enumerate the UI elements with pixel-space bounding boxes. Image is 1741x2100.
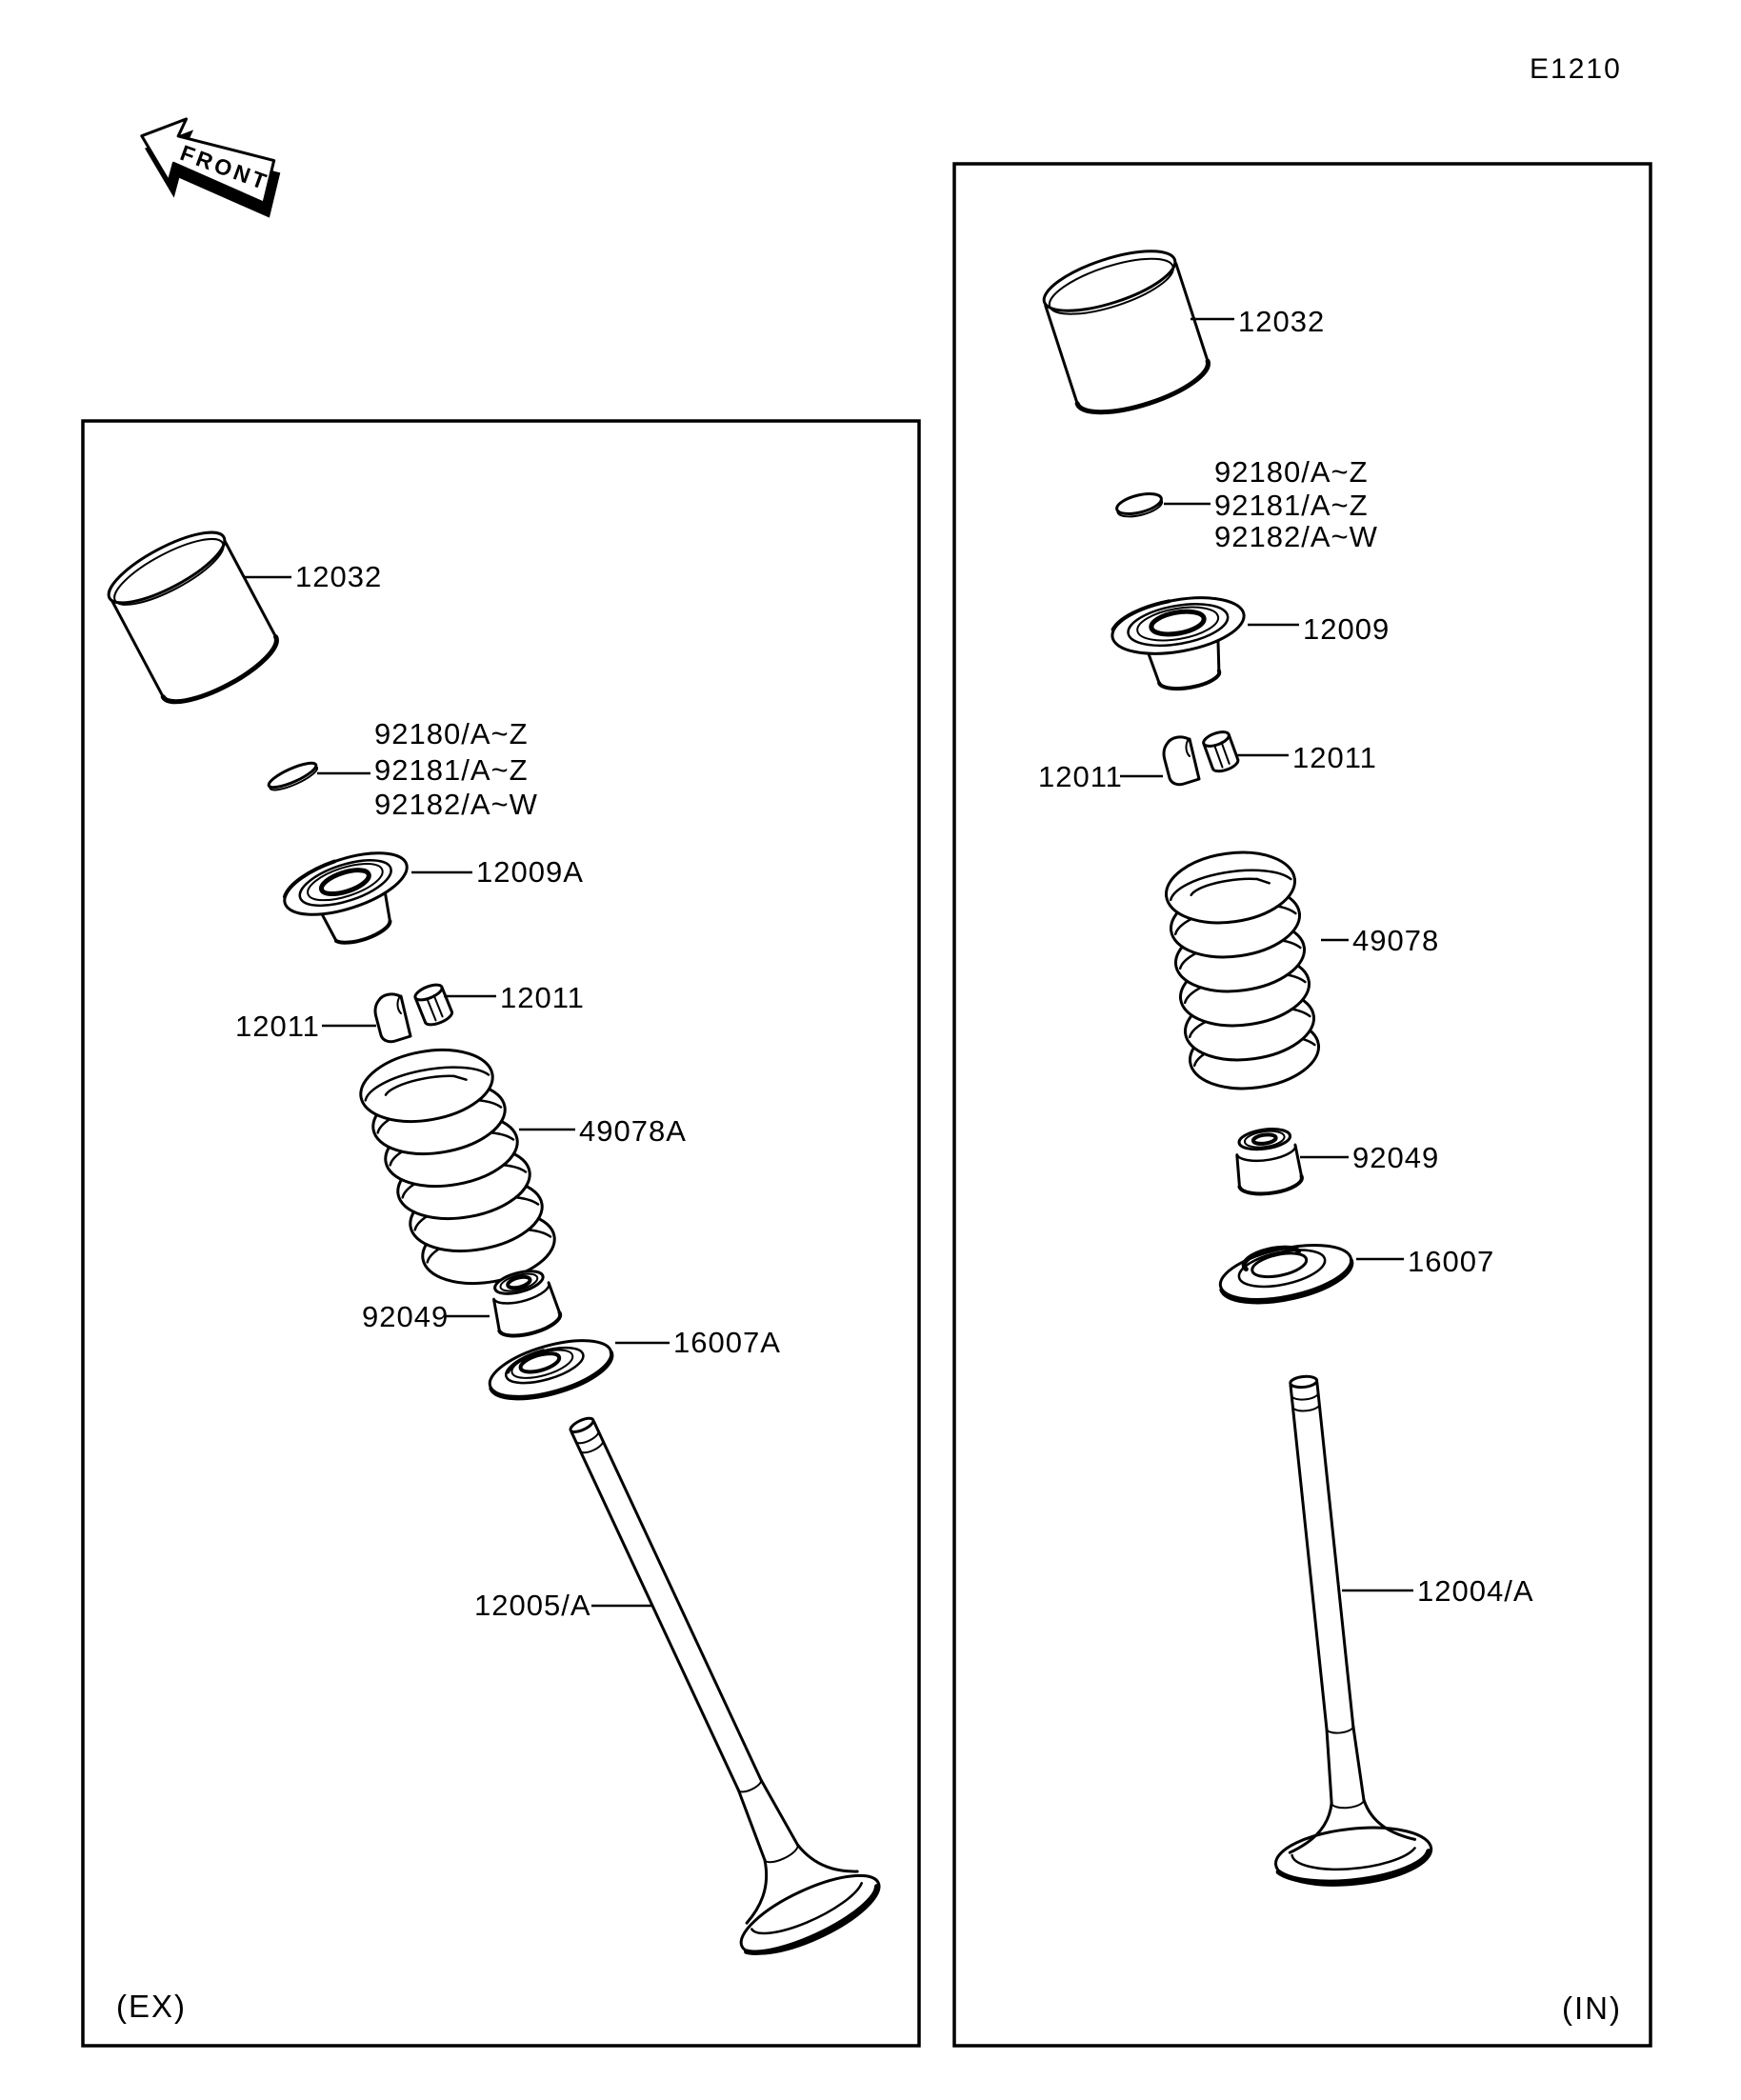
in-label-retainer: 12009: [1303, 612, 1391, 646]
ex-shim-drawing: [266, 759, 319, 794]
page-code: E1210: [1530, 53, 1622, 85]
ex-label-keeper-left: 12011: [235, 1010, 320, 1043]
ex-label-spring: 49078A: [579, 1114, 687, 1148]
ex-spring-seat-drawing: [484, 1330, 618, 1410]
in-seal-drawing: [1232, 1126, 1304, 1198]
front-label: FRONT: [176, 140, 273, 195]
in-label-shim-row2: 92181/A~Z: [1214, 489, 1369, 522]
in-label-spring: 49078: [1352, 924, 1440, 957]
in-tappet-drawing: [1037, 239, 1214, 425]
ex-label-keeper-right: 12011: [500, 981, 585, 1014]
in-label-keeper-left: 12011: [1038, 760, 1123, 793]
ex-panel-caption: (EX): [116, 1989, 187, 2024]
in-label-valve: 12004/A: [1417, 1574, 1534, 1608]
ex-valve-drawing: [511, 1389, 889, 1969]
ex-label-shim-row2: 92181/A~Z: [374, 753, 529, 787]
in-label-spring-seat: 16007: [1408, 1245, 1495, 1278]
front-direction-arrow-icon: [127, 107, 290, 228]
in-keepers-drawing: [1164, 730, 1240, 785]
ex-label-retainer: 12009A: [476, 855, 584, 889]
in-label-seal: 92049: [1352, 1141, 1440, 1174]
in-shim-drawing: [1115, 490, 1165, 520]
ex-label-shim-row3: 92182/A~W: [374, 788, 538, 821]
in-label-tappet: 12032: [1238, 305, 1326, 338]
in-panel-box: [954, 164, 1651, 2046]
in-label-shim-row1: 92180/A~Z: [1214, 455, 1369, 489]
in-label-keeper-right: 12011: [1292, 741, 1377, 774]
ex-tappet-drawing: [100, 520, 286, 715]
ex-keepers-drawing: [375, 982, 454, 1042]
ex-retainer-drawing: [277, 841, 424, 960]
ex-label-tappet: 12032: [295, 560, 383, 593]
ex-label-seal: 92049: [362, 1300, 450, 1333]
in-spring-seat-drawing: [1215, 1233, 1356, 1312]
ex-label-valve: 12005/A: [474, 1589, 591, 1622]
in-label-shim-row3: 92182/A~W: [1214, 520, 1378, 553]
in-panel-caption: (IN): [1562, 1990, 1622, 2026]
in-valve-drawing: [1226, 1369, 1434, 1892]
in-retainer-drawing: [1108, 589, 1254, 699]
ex-label-shim-row1: 92180/A~Z: [374, 717, 529, 750]
ex-spring-drawing: [355, 1040, 560, 1292]
in-spring-drawing: [1162, 845, 1324, 1096]
ex-label-spring-seat: 16007A: [673, 1326, 781, 1359]
